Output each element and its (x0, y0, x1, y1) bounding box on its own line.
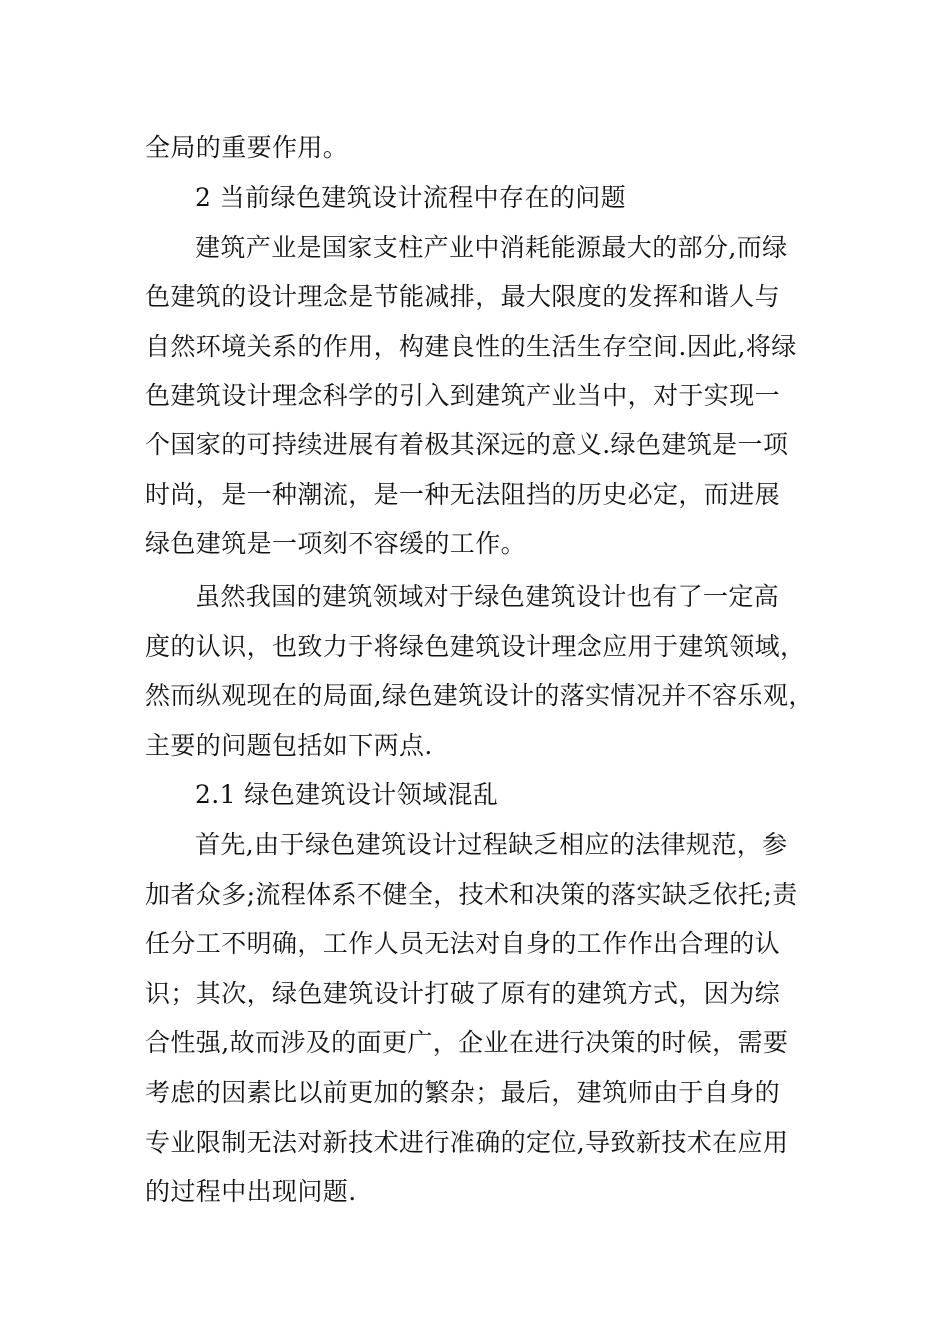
paragraph-1-line: 绿色建筑是一项刻不容缓的工作。 (145, 529, 527, 558)
paragraph-1-line: 建筑产业是国家支柱产业中消耗能源最大的部分,而绿 (195, 233, 788, 262)
text-line-continuation: 全局的重要作用。 (145, 133, 349, 162)
paragraph-3-line: 专业限制无法对新技术进行准确的定位,导致新技术在应用 (145, 1128, 789, 1157)
paragraph-3-line: 首先,由于绿色建筑设计过程缺乏相应的法律规范，参 (195, 830, 788, 859)
section-heading-2-1: 2.1 绿色建筑设计领域混乱 (195, 780, 499, 809)
paragraph-2-line: 度的认识，也致力于将绿色建筑设计理念应用于建筑领域， (145, 632, 806, 661)
paragraph-1-line: 色建筑的设计理念是节能减排，最大限度的发挥和谐人与 (145, 282, 781, 311)
paragraph-3-line: 合性强,故而涉及的面更广，企业在进行决策的时候，需要 (145, 1028, 789, 1057)
paragraph-2-line: 主要的问题包括如下两点. (145, 731, 433, 760)
paragraph-3-line: 识；其次，绿色建筑设计打破了原有的建筑方式，因为综 (145, 979, 781, 1008)
section-heading-2: 2 当前绿色建筑设计流程中存在的问题 (195, 183, 627, 212)
paragraph-1-line: 自然环境关系的作用，构建良性的生活生存空间.因此,将绿 (145, 332, 797, 361)
paragraph-2-line: 虽然我国的建筑领域对于绿色建筑设计也有了一定高 (195, 582, 780, 611)
paragraph-1-line: 个国家的可持续进展有着极其深远的意义.绿色建筑是一项 (145, 430, 789, 459)
paragraph-1-line: 色建筑设计理念科学的引入到建筑产业当中，对于实现一 (145, 381, 781, 410)
paragraph-3-line: 的过程中出现问题. (145, 1177, 357, 1206)
paragraph-3-line: 考虑的因素比以前更加的繁杂；最后，建筑师由于自身的 (145, 1078, 781, 1107)
paragraph-2-line: 然而纵观现在的局面,绿色建筑设计的落实情况并不容乐观， (145, 681, 814, 710)
paragraph-3-line: 任分工不明确，工作人员无法对自身的工作作出合理的认 (145, 929, 781, 958)
paragraph-1-line: 时尚，是一种潮流，是一种无法阻挡的历史必定，而进展 (145, 480, 781, 509)
paragraph-3-line: 加者众多;流程体系不健全，技术和决策的落实缺乏依托;责 (145, 880, 798, 909)
